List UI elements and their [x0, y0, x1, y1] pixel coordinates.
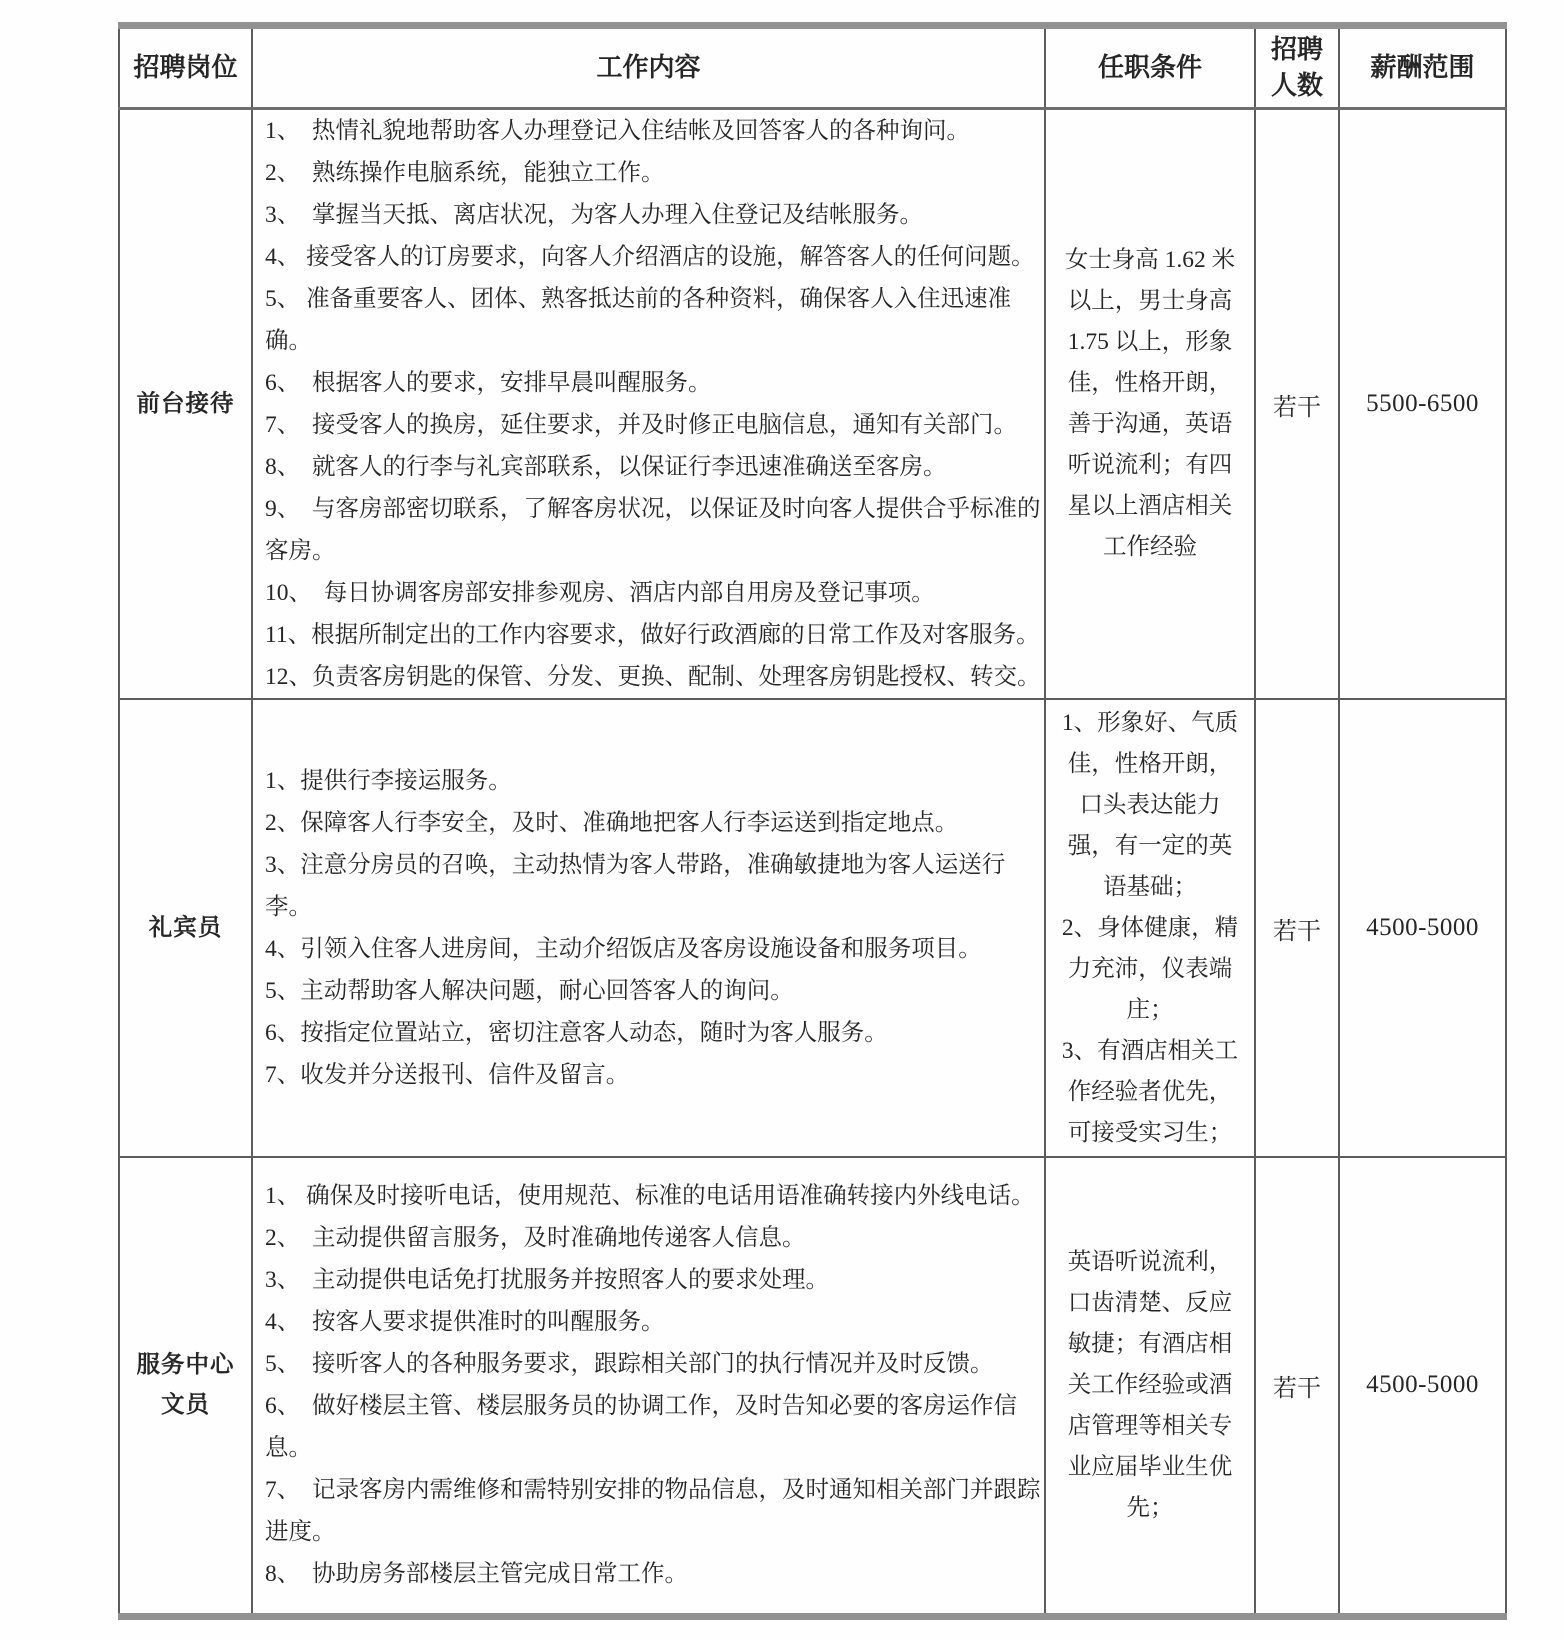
duty-line: 2、 熟练操作电脑系统，能独立工作。	[265, 160, 665, 186]
duty-line: 6、 根据客人的要求，安排早晨叫醒服务。	[265, 370, 712, 396]
position-cell: 礼宾员	[119, 699, 252, 1157]
duty-line: 1、 热情礼貌地帮助客人办理登记入住结帐及回答客人的各种询问。	[265, 118, 970, 144]
duty-line: 8、 就客人的行李与礼宾部联系，以保证行李迅速准确送至客房。	[265, 454, 947, 480]
header-row	[119, 26, 1506, 109]
headcount-cell: 若干	[1255, 109, 1339, 700]
duty-line: 2、保障客人行李安全，及时、准确地把客人行李运送到指定地点。	[265, 810, 959, 836]
salary-cell: 5500-6500	[1339, 109, 1506, 700]
duty-line: 7、 记录客房内需维修和需特别安排的物品信息，及时通知相关部门并跟踪进度。	[265, 1477, 1041, 1546]
duty-line: 9、 与客房部密切联系，了解客房状况，以保证及时向客人提供合乎标准的客房。	[265, 496, 1041, 564]
headcount-cell: 若干	[1255, 1157, 1339, 1616]
header-cell-requirements: 任职条件	[1045, 26, 1255, 109]
table-row-front-desk	[119, 109, 1506, 700]
duties-cell	[252, 109, 1045, 700]
duty-line: 4、 接受客人的订房要求，向客人介绍酒店的设施，解答客人的任何问题。	[265, 244, 1035, 270]
requirements-paragraph: 英语听说流利，口齿清楚、反应敏捷；有酒店相关工作经验或酒店管理等相关专业应届毕业生优先；	[1067, 1248, 1233, 1521]
duty-line: 6、按指定位置站立，密切注意客人动态，随时为客人服务。	[265, 1020, 888, 1046]
header-cell-position: 招聘岗位	[119, 26, 252, 109]
requirements-paragraph: 2、身体健康，精力充沛，仪表端庄；	[1061, 914, 1239, 1023]
duty-line: 3、 主动提供电话免打扰服务并按照客人的要求处理。	[265, 1267, 829, 1294]
duty-line: 2、 主动提供留言服务，及时准确地传递客人信息。	[265, 1225, 806, 1252]
requirements-paragraph: 1、形象好、气质佳，性格开朗，口头表达能力强，有一定的英语基础；	[1061, 709, 1239, 900]
duty-line: 4、引领入住客人进房间，主动介绍饭店及客房设施设备和服务项目。	[265, 936, 982, 962]
header-cell-duties: 工作内容	[252, 26, 1045, 109]
salary-cell: 4500-5000	[1339, 1157, 1506, 1616]
salary-cell: 4500-5000	[1339, 699, 1506, 1157]
position-cell: 前台接待	[119, 109, 252, 700]
requirements-cell	[1045, 1157, 1255, 1616]
recruitment-table	[118, 22, 1507, 1620]
duty-line: 5、 接听客人的各种服务要求，跟踪相关部门的执行情况并及时反馈。	[265, 1351, 994, 1378]
duty-line: 12、负责客房钥匙的保管、分发、更换、配制、处理客房钥匙授权、转交。	[265, 664, 1041, 690]
requirements-cell	[1045, 699, 1255, 1157]
duties-cell	[252, 1157, 1045, 1616]
table-row-concierge	[119, 699, 1506, 1157]
position-cell: 服务中心文员	[119, 1157, 252, 1616]
header-cell-salary: 薪酬范围	[1339, 26, 1506, 109]
requirements-cell	[1045, 109, 1255, 700]
duty-line: 10、 每日协调客房部安排参观房、酒店内部自用房及登记事项。	[265, 580, 935, 606]
headcount-cell: 若干	[1255, 699, 1339, 1157]
duty-line: 11、根据所制定出的工作内容要求，做好行政酒廊的日常工作及对客服务。	[265, 622, 1040, 648]
duty-line: 5、主动帮助客人解决问题，耐心回答客人的询问。	[265, 978, 794, 1004]
duty-line: 7、收发并分送报刊、信件及留言。	[265, 1062, 630, 1088]
duty-line: 5、 准备重要客人、团体、熟客抵达前的各种资料，确保客人入住迅速准确。	[265, 286, 1012, 354]
duty-line: 8、 协助房务部楼层主管完成日常工作。	[265, 1561, 688, 1588]
duty-line: 1、提供行李接运服务。	[265, 768, 512, 794]
duties-cell	[252, 699, 1045, 1157]
header-cell-headcount: 招聘人数	[1255, 26, 1339, 109]
requirements-paragraph: 3、有酒店相关工作经验者优先，可接受实习生；	[1061, 1037, 1239, 1146]
requirements-paragraph: 女士身高 1.62 米以上，男士身高 1.75 以上，形象佳，性格开朗，善于沟通，英语听说流利；有四星以上酒店相关工作经验	[1064, 247, 1236, 560]
duty-line: 7、 接受客人的换房，延住要求，并及时修正电脑信息，通知有关部门。	[265, 412, 1017, 438]
table-row-service-center-clerk	[119, 1157, 1506, 1616]
duty-line: 3、 掌握当天抵、离店状况，为客人办理入住登记及结帐服务。	[265, 202, 923, 228]
duty-line: 1、 确保及时接听电话，使用规范、标准的电话用语准确转接内外线电话。	[265, 1183, 1035, 1210]
duty-line: 4、 按客人要求提供准时的叫醒服务。	[265, 1309, 665, 1336]
duty-line: 3、注意分房员的召唤，主动热情为客人带路，准确敏捷地为客人运送行李。	[265, 852, 1006, 920]
duty-line: 6、 做好楼层主管、楼层服务员的协调工作，及时告知必要的客房运作信息。	[265, 1393, 1017, 1462]
